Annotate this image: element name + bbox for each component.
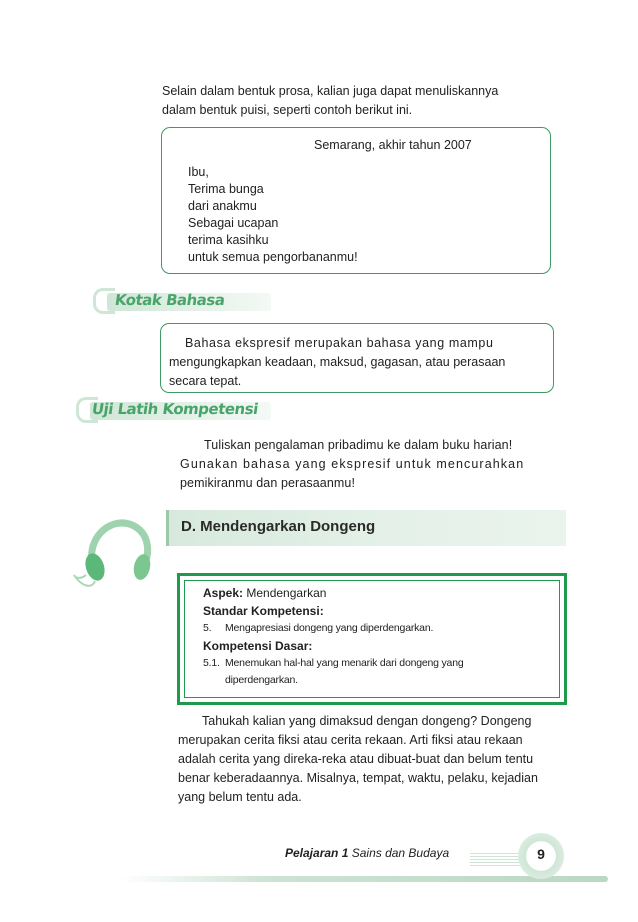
section-title: D. Mendengarkan Dongeng xyxy=(181,518,376,535)
kotak-bahasa-box xyxy=(160,323,554,393)
sk-number: 5. xyxy=(203,622,212,634)
standar-kompetensi-label: Standar Kompetensi: xyxy=(203,604,324,618)
poem-date: Semarang, akhir tahun 2007 xyxy=(314,138,472,152)
headphones-icon xyxy=(70,505,162,597)
kompetensi-dasar-label: Kompetensi Dasar: xyxy=(203,639,313,653)
dongeng-line: yang belum tentu ada. xyxy=(178,790,302,804)
footer-label xyxy=(285,846,449,860)
poem-line: dari anakmu xyxy=(188,199,257,213)
kotak-bahasa-text xyxy=(169,334,547,391)
intro-line: dalam bentuk puisi, seperti contoh berikut ini. xyxy=(162,103,413,117)
kotak-bahasa-line: mengungkapkan keadaan, maksud, gagasan, atau perasaan xyxy=(169,355,506,369)
dongeng-line: benar keberadaannya. Misalnya, tempat, waktu, pelaku, kejadian xyxy=(178,771,538,785)
poem-box xyxy=(161,127,551,274)
intro-paragraph xyxy=(162,82,557,120)
dongeng-line: Tahukah kalian yang dimaksud dengan dongeng? Dongeng xyxy=(202,714,532,728)
uji-latih-label: Uji Latih Kompetensi xyxy=(90,400,260,418)
footer-lesson: Pelajaran 1 xyxy=(285,846,349,860)
dongeng-line: adalah cerita yang direka-reka atau dibuat-buat dan belum tentu xyxy=(178,752,534,766)
kd-text: Menemukan hal-hal yang menarik dari dongeng yang xyxy=(225,657,464,669)
kotak-bahasa-tab xyxy=(93,288,271,314)
aspek-value: Mendengarkan xyxy=(246,586,327,600)
poem-line: Sebagai ucapan xyxy=(188,216,279,230)
poem-line: Ibu, xyxy=(188,165,209,179)
kd-number: 5.1. xyxy=(203,657,220,669)
kotak-bahasa-line: Bahasa ekspresif merupakan bahasa yang mampu xyxy=(185,336,494,350)
uji-latih-tab xyxy=(76,397,271,423)
kotak-bahasa-line: secara tepat. xyxy=(169,374,242,388)
poem-line: Terima bunga xyxy=(188,182,264,196)
sk-text: Mengapresiasi dongeng yang diperdengarkan. xyxy=(225,622,434,634)
aspek-row xyxy=(203,584,543,602)
standar-kompetensi-item xyxy=(203,620,543,637)
intro-line: Selain dalam bentuk prosa, kalian juga dapat menuliskannya xyxy=(162,84,499,98)
kotak-bahasa-label: Kotak Bahasa xyxy=(113,291,226,309)
dongeng-paragraph xyxy=(178,712,570,807)
section-header xyxy=(166,510,566,546)
uji-latih-text xyxy=(180,436,572,493)
aspek-content xyxy=(203,584,543,689)
poem-lines xyxy=(188,164,358,266)
kompetensi-dasar-item xyxy=(203,655,543,672)
kd-text-continued: diperdengarkan. xyxy=(225,674,298,686)
uji-line: Tuliskan pengalaman pribadimu ke dalam buku harian! xyxy=(204,438,513,452)
dongeng-line: merupakan cerita fiksi atau cerita rekaan. Arti fiksi atau rekaan xyxy=(178,733,523,747)
page-number-badge xyxy=(518,833,564,879)
uji-line: pemikiranmu dan perasaanmu! xyxy=(180,476,356,490)
poem-line: untuk semua pengorbananmu! xyxy=(188,250,358,264)
aspek-box xyxy=(177,573,567,705)
uji-line: Gunakan bahasa yang ekspresif untuk mencurahkan xyxy=(180,457,525,471)
page-number: 9 xyxy=(537,846,545,862)
aspek-label: Aspek: xyxy=(203,586,244,600)
footer-decoration xyxy=(470,852,522,866)
footer-subject: Sains dan Budaya xyxy=(351,846,450,860)
poem-line: terima kasihku xyxy=(188,233,269,247)
